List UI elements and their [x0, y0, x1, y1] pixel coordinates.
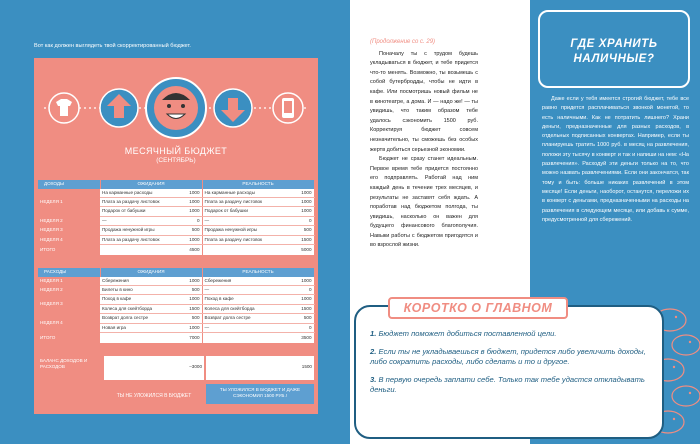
real-item: Сбережения — [202, 277, 284, 286]
expect-amount: 1000 — [172, 207, 202, 216]
real-item: — — [202, 323, 284, 332]
real-amount: 500 — [284, 226, 314, 235]
balance-real-box — [206, 356, 314, 380]
sidebar-title-line1: ГДЕ ХРАНИТЬ — [570, 38, 658, 50]
real-amount: 1500 — [284, 304, 314, 313]
table-row — [38, 277, 314, 286]
item-number: 2. — [370, 347, 377, 356]
total-label: ИТОГО — [38, 245, 100, 256]
table-row — [38, 226, 314, 235]
income-total-expect: 4500 — [100, 245, 202, 256]
expense-header-expect: ОЖИДАНИЯ — [100, 268, 202, 277]
real-amount: 1000 — [284, 295, 314, 304]
income-table — [38, 180, 315, 255]
table-row — [38, 216, 314, 225]
expect-amount: 1000 — [172, 189, 202, 198]
expect-item: Новая игра — [100, 323, 172, 332]
budget-title-main: МЕСЯЧНЫЙ БЮДЖЕТ — [124, 146, 228, 156]
budget-icons — [34, 66, 318, 141]
expect-amount: 1000 — [172, 295, 202, 304]
expect-item: Плата за раздачу листовок — [100, 198, 172, 207]
week-label: НЕДЕЛЯ 3 — [38, 226, 100, 235]
expect-amount: 1000 — [172, 323, 202, 332]
sweater-icon — [49, 93, 79, 123]
week-label: НЕДЕЛЯ 4 — [38, 314, 100, 333]
expect-item: Билеты в кино — [100, 286, 172, 295]
expect-item: На карманные расходы — [100, 189, 172, 198]
income-header-expect: ОЖИДАНИЯ — [100, 180, 202, 189]
expect-item: Подарок от бабушки — [100, 207, 172, 216]
expense-total-real: 3500 — [202, 333, 314, 344]
expect-item: — — [100, 216, 172, 225]
real-amount: 1000 — [284, 207, 314, 216]
summary-tab — [388, 297, 568, 319]
real-amount: 1000 — [284, 198, 314, 207]
income-header-label: ДОХОДЫ — [38, 180, 100, 189]
budget-title — [34, 146, 318, 164]
expect-amount: 500 — [172, 226, 202, 235]
real-amount: 0 — [284, 286, 314, 295]
phone-icon — [273, 93, 303, 123]
sidebar-title-box — [538, 10, 690, 88]
expense-header — [38, 268, 314, 277]
real-amount: 1000 — [284, 277, 314, 286]
table-row — [38, 295, 314, 304]
real-item: — — [202, 286, 284, 295]
expect-amount: 1500 — [172, 304, 202, 313]
expense-total-row — [38, 333, 314, 344]
income-header-real: РЕАЛЬНОСТЬ — [202, 180, 314, 189]
intro-text: Вот как должен выглядеть твой скорректированный бюджет. — [34, 43, 191, 49]
balance-expect-message: ТЫ НЕ УЛОЖИЛСЯ В БЮДЖЕТ — [104, 389, 204, 403]
expect-amount: 500 — [172, 314, 202, 323]
expense-table — [38, 268, 315, 343]
expect-item: Поход в кафе — [100, 295, 172, 304]
expense-header-real: РЕАЛЬНОСТЬ — [202, 268, 314, 277]
arrow-up-icon — [100, 89, 138, 127]
real-item: Подарок от бабушки — [202, 207, 284, 216]
expense-total-expect: 7000 — [100, 333, 202, 344]
balance-expect-box — [104, 356, 204, 380]
real-amount: 0 — [284, 216, 314, 225]
item-number: 3. — [370, 375, 377, 384]
balance-expect-value: –3000 — [189, 364, 202, 369]
item-text: Бюджет поможет добиться поставленной цели. — [378, 329, 557, 338]
expect-amount: 500 — [172, 286, 202, 295]
week-label: НЕДЕЛЯ 2 — [38, 216, 100, 225]
real-amount: 0 — [284, 323, 314, 332]
expect-item: Плата за раздачу листовок — [100, 235, 172, 244]
continuation-note: (Продолжение со с. 29) — [370, 39, 436, 45]
balance-real-message: ТЫ УЛОЖИЛСЯ В БЮДЖЕТ И ДАЖЕ СЭКОНОМИЛ 1500 РУБ.! — [206, 384, 314, 404]
list-item — [370, 329, 654, 339]
table-row — [38, 314, 314, 323]
budget-title-month: (СЕНТЯБРЬ) — [156, 157, 196, 164]
table-row — [38, 286, 314, 295]
item-number: 1. — [370, 329, 377, 338]
item-text: В первую очередь заплати себе. Только так тебе удастся откладывать деньги. — [370, 375, 645, 394]
expect-item: Продажа ненужной игры — [100, 226, 172, 235]
total-label: ИТОГО — [38, 333, 100, 344]
week-label: НЕДЕЛЯ 2 — [38, 286, 100, 295]
week-label: НЕДЕЛЯ 4 — [38, 235, 100, 244]
table-row — [38, 189, 314, 198]
income-total-real: 5000 — [202, 245, 314, 256]
expect-amount: 1000 — [172, 235, 202, 244]
income-header — [38, 180, 314, 189]
real-item: — — [202, 216, 284, 225]
week-label: НЕДЕЛЯ 3 — [38, 295, 100, 314]
sidebar-title — [540, 37, 688, 67]
real-item: На карманные расходы — [202, 189, 284, 198]
balance-real-value: 1500 — [301, 364, 312, 369]
real-item: Плата за раздачу листовок — [202, 235, 284, 244]
main-column — [370, 38, 478, 251]
real-amount: 1500 — [284, 235, 314, 244]
summary-title: КОРОТКО О ГЛАВНОМ — [403, 301, 553, 315]
summary-box — [354, 301, 664, 439]
summary-list — [370, 329, 654, 403]
list-item — [370, 347, 654, 367]
table-row — [38, 235, 314, 244]
week-label: НЕДЕЛЯ 1 — [38, 189, 100, 217]
real-item: Поход в кафе — [202, 295, 284, 304]
real-item: Плата за раздачу листовок — [202, 198, 284, 207]
expect-amount: 1000 — [172, 198, 202, 207]
real-item: Возврат долга сестре — [202, 314, 284, 323]
expense-header-label: РАСХОДЫ — [38, 268, 100, 277]
sidebar-text: Даже если у тебя имеется строгий бюджет, тебе все равно придется расплачиваться звонкой монетой, то есть наличными. Как не потратить лишнего? Храни деньги, предназначенные для разных расходов, в отдельных подписанных конвертах. Например, если ты планируешь тратить 1000 руб. в месяц на развлечения, положи эту тысячу в конверт и так и напиши на нем: «На развлечения». Расходуй эти деньги только на то, что можно назвать развлечениями. Если они закончатся, так тому и быть: больше никаких развлечений в этом месяце! Если деньги, наоборот, останутся, переложи их в конверт с деньгами, предназначенными на расходы на развлечения в следующем месяце, или добавь к сумме, предусмотренной для сбережений. — [542, 96, 689, 223]
smiling-face-icon — [146, 78, 206, 138]
expect-amount: 0 — [172, 216, 202, 225]
real-amount: 1000 — [284, 189, 314, 198]
balance-label: БАЛАНС ДОХОДОВ И РАСХОДОВ — [40, 358, 88, 369]
column-paragraph-1: Поначалу ты с трудом будешь укладываться в бюджет, и тебе придется что-то менять. Возможно, ты возьмешь с собой бутербродды, чтобы не идти в кафе. Или посмотришь новый фильм не в кинотеатре, а дома. И — надо же! — ты увидишь, что таким образом тебе удалось сэкономить 1500 руб. Корректируя бюджет совсем незначительно, ты сможешь без особых жертв добиться серьезной экономии. — [370, 50, 478, 153]
column-paragraph-2: Бюджет не сразу станет идеальным. Первое время тебе придется постоянно его подправлять. Работай над ним каждый день в течение трех месяцев, и результаты не заставят себя ждать. А поработав над бюджетом полгода, ты увидишь, насколько он важен для будущего финансового благополучия. Навыки работы с бюджетом пригодятся и во взрослой жизни. — [370, 156, 478, 249]
week-label: НЕДЕЛЯ 1 — [38, 277, 100, 286]
expect-item: Возврат долга сестре — [100, 314, 172, 323]
real-amount: 500 — [284, 314, 314, 323]
arrow-down-icon — [214, 89, 252, 127]
expect-item: Сбережения — [100, 277, 172, 286]
list-item — [370, 375, 654, 395]
expect-amount: 1000 — [172, 277, 202, 286]
real-item: Колеса для скейтборда — [202, 304, 284, 313]
income-total-row — [38, 245, 314, 256]
real-item: Продажа ненужной игры — [202, 226, 284, 235]
item-text: Если ты не укладываешься в бюджет, придется либо увеличить доходы, либо сократить расходы, либо сделать и то и другое. — [370, 347, 646, 366]
sidebar-title-line2: НАЛИЧНЫЕ? — [573, 53, 655, 65]
expect-item: Колеса для скейтборда — [100, 304, 172, 313]
